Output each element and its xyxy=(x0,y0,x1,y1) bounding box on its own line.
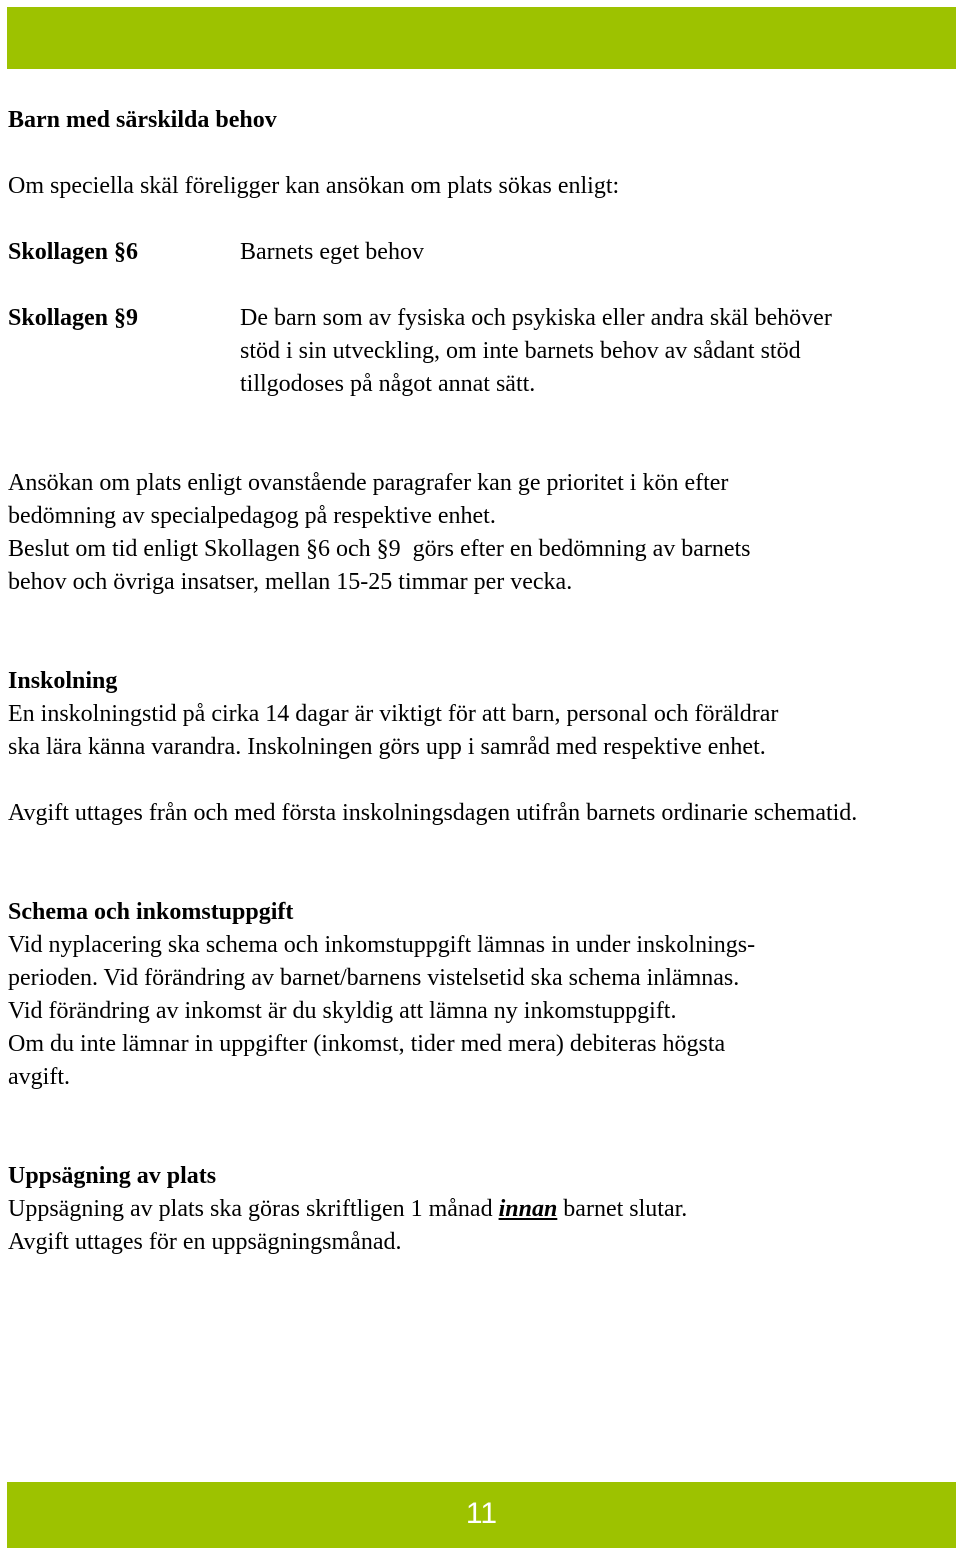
inskolning-heading: Inskolning xyxy=(8,668,118,694)
footer-band xyxy=(7,1482,956,1548)
special-needs-section xyxy=(8,104,908,599)
schema-text-line: Om du inte lämnar in uppgifter (inkomst, tider med mera) debiteras högsta xyxy=(8,1031,726,1057)
decision-text-line: Beslut om tid enligt Skollagen §6 och §9 görs efter en bedömning av barnets xyxy=(8,536,751,562)
priority-text-line: Ansökan om plats enligt ovanstående paragrafer kan ge prioritet i kön efter xyxy=(8,470,729,496)
page-content xyxy=(8,104,908,1259)
law-label: Skollagen §6 xyxy=(8,239,139,265)
inskolning-paragraph: En inskolningstid på cirka 14 dagar är viktigt för att barn, personal och föräldrar ska lära känna varandra. Inskolningen görs upp i samråd med respektive enhet. xyxy=(8,701,779,760)
inskolning-section xyxy=(8,665,908,830)
header-band xyxy=(7,7,956,69)
uppsagning-text-after: barnet slutar. xyxy=(557,1196,688,1222)
schema-text-line: Vid förändring av inkomst är du skyldig att lämna ny inkomstuppgift. xyxy=(8,998,677,1024)
law-label: Skollagen §9 xyxy=(8,305,139,331)
special-needs-intro: Om speciella skäl föreligger kan ansökan om plats sökas enligt: xyxy=(8,173,620,199)
law-description: Barnets eget behov xyxy=(240,239,424,265)
uppsagning-section xyxy=(8,1160,908,1259)
law-row xyxy=(8,302,908,401)
schema-text-line: avgift. xyxy=(8,1064,70,1090)
inskolning-fee-paragraph: Avgift uttages från och med första inskolningsdagen utifrån barnets ordinarie schematid. xyxy=(8,800,858,826)
law-row xyxy=(8,236,908,269)
schema-section xyxy=(8,896,908,1094)
page-number: 11 xyxy=(465,1497,498,1530)
uppsagning-text-before: Uppsägning av plats ska göras skriftligen 1 månad xyxy=(8,1196,499,1222)
uppsagning-heading: Uppsägning av plats xyxy=(8,1163,217,1189)
uppsagning-fee-line: Avgift uttages för en uppsägningsmånad. xyxy=(8,1229,402,1255)
schema-heading: Schema och inkomstuppgift xyxy=(8,899,294,925)
schema-text-line: perioden. Vid förändring av barnet/barnens vistelsetid ska schema inlämnas. xyxy=(8,965,740,991)
uppsagning-text-line xyxy=(8,1193,908,1226)
innan-emphasis: innan xyxy=(498,1196,558,1222)
schema-text-line: Vid nyplacering ska schema och inkomstuppgift lämnas in under inskolnings- xyxy=(8,932,756,958)
law-description: De barn som av fysiska och psykiska eller andra skäl behöver stöd i sin utveckling, om inte barnets behov av sådant stöd tillgodoses på något annat sätt. xyxy=(240,305,832,397)
decision-text-line: behov och övriga insatser, mellan 15-25 timmar per vecka. xyxy=(8,569,573,595)
special-needs-heading: Barn med särskilda behov xyxy=(8,107,277,133)
priority-text-line: bedömning av specialpedagog på respektive enhet. xyxy=(8,503,496,529)
